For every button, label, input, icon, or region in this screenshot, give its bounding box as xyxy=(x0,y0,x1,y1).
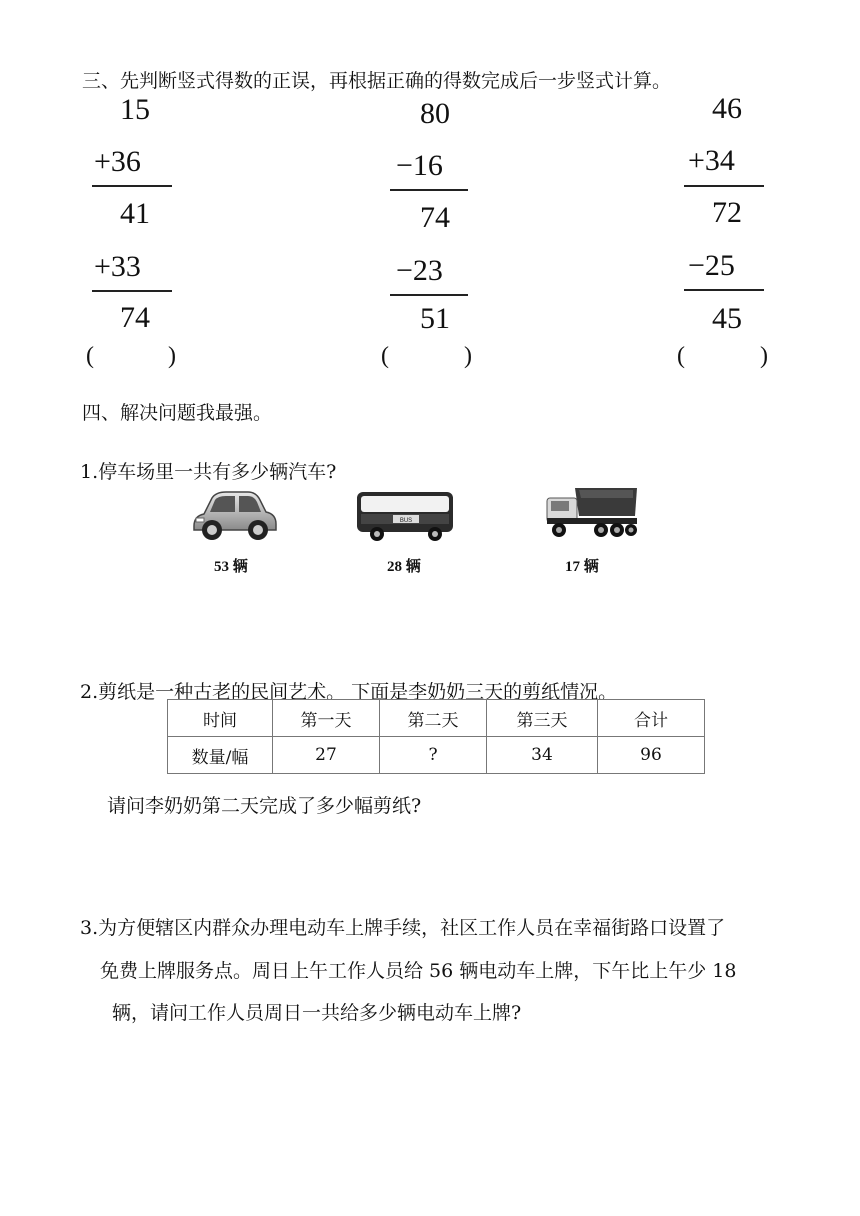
question-2-ask: 请问李奶奶第二天完成了多少幅剪纸? xyxy=(107,795,422,817)
operand-a: 46 xyxy=(712,92,742,125)
result-1: 74 xyxy=(420,201,450,234)
question-3-line-1: 3.为方便辖区内群众办理电动车上牌手续，社区工作人员在幸福街路口设置了 xyxy=(80,917,726,939)
result-line xyxy=(92,290,172,292)
result-line xyxy=(92,185,172,187)
paper-cut-table xyxy=(167,699,705,774)
car-icon xyxy=(190,488,280,544)
result-line xyxy=(684,185,764,187)
answer-paren-open: ( xyxy=(86,343,94,369)
dump-truck-icon xyxy=(545,484,640,542)
vehicle-count: 17 辆 xyxy=(565,559,599,575)
answer-paren-close: ) xyxy=(168,343,176,369)
result-line xyxy=(390,294,468,296)
result-1: 41 xyxy=(120,197,150,230)
question-3-line-2: 免费上牌服务点。周日上午工作人员给 56 辆电动车上牌，下午比上午少 18 xyxy=(100,960,737,982)
result-line xyxy=(390,189,468,191)
operand-2: −23 xyxy=(396,254,443,287)
answer-paren-close: ) xyxy=(464,343,472,369)
table-cell: 数量/幅 xyxy=(168,737,273,774)
operand-a: 80 xyxy=(420,97,450,130)
result-1: 72 xyxy=(712,196,742,229)
vehicle-bus xyxy=(355,488,455,578)
vehicle-car xyxy=(190,488,280,578)
svg-text:BUS: BUS xyxy=(399,518,413,524)
table-cell: 34 xyxy=(487,737,598,774)
question-3-line-3: 辆，请问工作人员周日一共给多少辆电动车上牌? xyxy=(112,1002,522,1024)
question-1-text: 1.停车场里一共有多少辆汽车? xyxy=(80,461,337,483)
section4-heading: 四、解决问题我最强。 xyxy=(82,402,273,424)
table-header-row xyxy=(168,700,705,737)
table-cell: ? xyxy=(380,737,487,774)
result-2: 45 xyxy=(712,302,742,335)
operand-2: −25 xyxy=(688,249,735,282)
answer-paren-close: ) xyxy=(760,343,768,369)
operand-2: +33 xyxy=(94,250,141,283)
table-cell: 96 xyxy=(598,737,705,774)
operand-1: +36 xyxy=(94,145,141,178)
table-cell: 27 xyxy=(273,737,380,774)
operand-1: −16 xyxy=(396,149,443,182)
result-2: 74 xyxy=(120,301,150,334)
table-header-cell: 时间 xyxy=(168,700,273,737)
result-line xyxy=(684,289,764,291)
vehicle-count: 53 辆 xyxy=(214,559,248,575)
question-2-text: 2.剪纸是一种古老的民间艺术。 下面是李奶奶三天的剪纸情况。 xyxy=(80,681,618,703)
operand-a: 15 xyxy=(120,93,150,126)
vehicle-count: 28 辆 xyxy=(387,559,421,575)
answer-paren-open: ( xyxy=(677,343,685,369)
bus-icon xyxy=(355,488,455,544)
section3-heading: 三、先判断竖式得数的正误，再根据正确的得数完成后一步竖式计算。 xyxy=(82,70,672,92)
vehicle-dump-truck xyxy=(545,484,640,578)
table-header-cell: 第三天 xyxy=(487,700,598,737)
answer-paren-open: ( xyxy=(381,343,389,369)
table-row xyxy=(168,737,705,774)
table-header-cell: 合计 xyxy=(598,700,705,737)
table-header-cell: 第二天 xyxy=(380,700,487,737)
operand-1: +34 xyxy=(688,144,735,177)
result-2: 51 xyxy=(420,302,450,335)
table-header-cell: 第一天 xyxy=(273,700,380,737)
